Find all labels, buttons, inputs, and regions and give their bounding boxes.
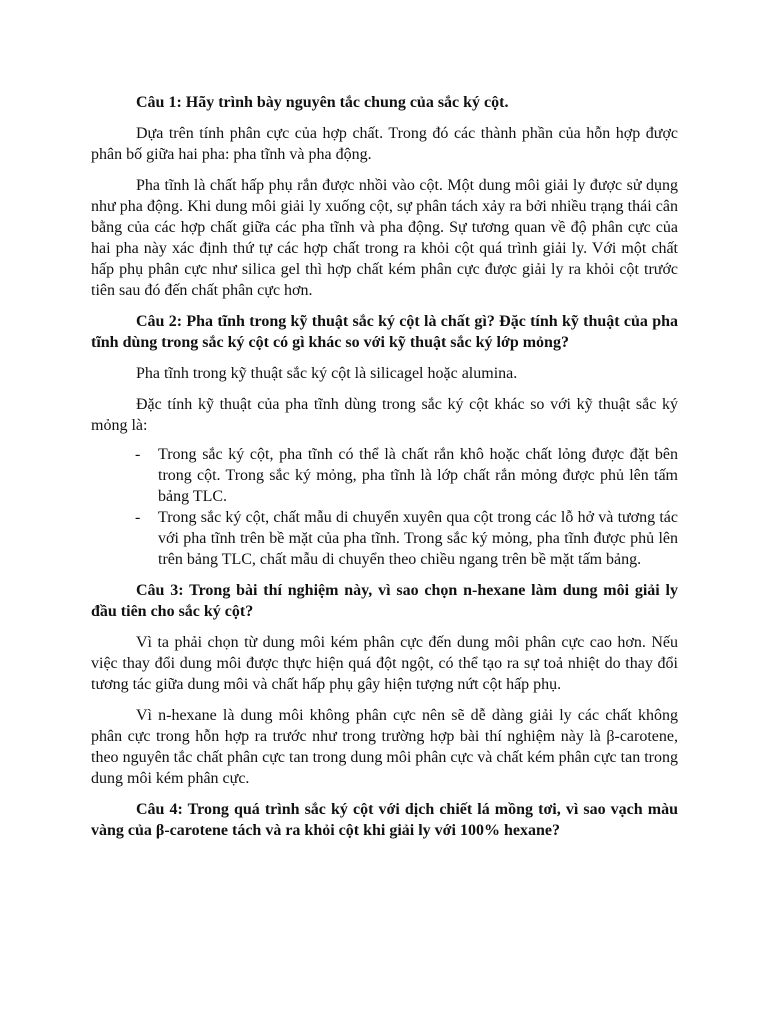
list-item [91,507,678,570]
answer-3-paragraph-2: Vì n-hexane là dung môi không phân cực nên sẽ dễ dàng giải ly các chất không phân cực trong hỗn hợp ra trước như trong trường hợp bài thí nghiệm này là β-carotene, theo nguyên tắc chất phân cực tan trong dung môi phân cực và chất kém phân cực tan trong dung môi kém phân cực. [91,707,678,787]
dash-bullet: - [135,509,141,526]
question-2: Câu 2: Pha tĩnh trong kỹ thuật sắc ký cột là chất gì? Đặc tính kỹ thuật của pha tĩnh dùng trong sắc ký cột có gì khác so với kỹ thuật sắc ký lớp mỏng? [91,313,678,351]
list-item-text: Trong sắc ký cột, pha tĩnh có thể là chất rắn khô hoặc chất lỏng được đặt bên trong cột. Trong sắc ký mỏng, pha tĩnh là lớp chất rắn mỏng được phủ lên tấm bảng TLC. [158,446,678,505]
answer-3-paragraph-1: Vì ta phải chọn từ dung môi kém phân cực đến dung môi phân cực cao hơn. Nếu việc thay đổi dung môi được thực hiện quá đột ngột, có thể tạo ra sự toả nhiệt do thay đổi tương tác giữa dung môi và chất hấp phụ gây hiện tượng nứt cột hấp phụ. [91,634,678,693]
question-4: Câu 4: Trong quá trình sắc ký cột với dịch chiết lá mồng tơi, vì sao vạch màu vàng của β-carotene tách và ra khỏi cột khi giải ly với 100% hexane? [91,801,678,839]
list-item [91,444,678,507]
answer-2-paragraph-2: Đặc tính kỹ thuật của pha tĩnh dùng trong sắc ký cột khác so với kỹ thuật sắc ký mỏng là: [91,396,678,434]
answer-2-paragraph-1: Pha tĩnh trong kỹ thuật sắc ký cột là silicagel hoặc alumina. [136,365,518,382]
answer-1-paragraph-2: Pha tĩnh là chất hấp phụ rắn được nhồi vào cột. Một dung môi giải ly được sử dụng như pha động. Khi dung môi giải ly xuống cột, sự phân tách xảy ra bởi nhiều trạng thái cân bằng của các hợp chất giữa các pha tĩnh và pha động. Sự tương quan về độ phân cực của hai pha này xác định thứ tự các hợp chất trong ra khỏi cột quá trình giải ly. Với một chất hấp phụ phân cực như silica gel thì hợp chất kém phân cực được giải ly ra khỏi cột trước tiên sau đó đến chất phân cực hơn. [91,177,678,299]
answer-2-list [91,444,678,570]
answer-1-paragraph-1: Dựa trên tính phân cực của hợp chất. Trong đó các thành phần của hỗn hợp được phân bố giữa hai pha: pha tĩnh và pha động. [91,125,678,163]
dash-bullet: - [135,446,141,463]
question-1: Câu 1: Hãy trình bày nguyên tắc chung của sắc ký cột. [136,94,509,111]
list-item-text: Trong sắc ký cột, chất mẫu di chuyển xuyên qua cột trong các lỗ hở và tương tác với pha tĩnh trên bề mặt của pha tĩnh. Trong sắc ký mỏng, pha tĩnh được phủ lên trên bảng TLC, chất mẫu di chuyển theo chiều ngang trên bề mặt tấm bảng. [158,509,678,568]
question-3: Câu 3: Trong bài thí nghiệm này, vì sao chọn n-hexane làm dung môi giải ly đầu tiên cho sắc ký cột? [91,582,678,620]
